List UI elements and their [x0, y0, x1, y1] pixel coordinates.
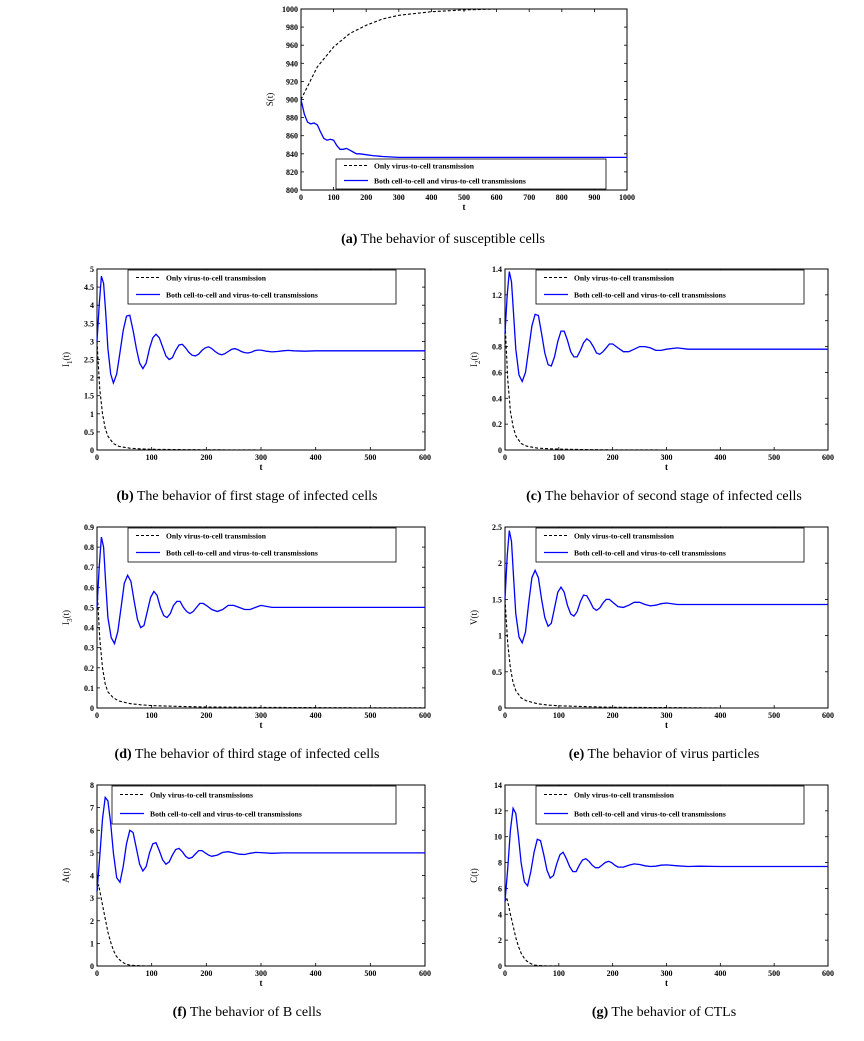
caption-g	[592, 1005, 736, 1020]
y-tick-label-g-3: 6	[498, 884, 502, 894]
x-axis-label-b: t	[259, 462, 263, 472]
x-tick-label-f-5: 500	[364, 969, 377, 978]
y-tick-label-b-1: 0.5	[84, 427, 94, 437]
y-tick-label-b-6: 3	[90, 337, 94, 347]
y-tick-label-b-7: 3.5	[84, 319, 94, 329]
y-tick-label-g-0: 0	[498, 962, 502, 971]
x-tick-label-b-6: 600	[419, 453, 431, 462]
x-tick-label-d-5: 500	[364, 711, 377, 720]
legend-label-f-1: Both cell-to-cell and virus-to-cell transmissions	[150, 809, 302, 819]
x-tick-label-a-0: 0	[299, 193, 303, 202]
caption-a	[341, 232, 545, 247]
x-tick-label-g-6: 600	[822, 969, 834, 978]
y-tick-label-d-5: 0.5	[84, 603, 94, 613]
x-tick-label-a-9: 900	[588, 193, 601, 202]
panel-e-virus-particles	[469, 523, 834, 730]
panel-f-b-cells	[61, 781, 431, 988]
x-tick-label-b-0: 0	[95, 453, 99, 462]
y-tick-label-f-7: 7	[90, 803, 94, 813]
y-tick-label-d-6: 0.6	[84, 583, 94, 593]
y-tick-label-g-5: 10	[494, 832, 502, 842]
x-tick-label-e-1: 100	[552, 711, 565, 720]
y-tick-label-f-1: 1	[90, 939, 94, 949]
legend-label-b-1: Both cell-to-cell and virus-to-cell transmissions	[166, 290, 318, 300]
y-tick-label-d-3: 0.3	[84, 643, 94, 653]
legend-label-a-1: Both cell-to-cell and virus-to-cell transmissions	[374, 176, 526, 186]
x-tick-label-g-1: 100	[552, 969, 565, 978]
y-tick-label-a-8: 960	[286, 41, 298, 51]
y-tick-label-f-8: 8	[90, 781, 94, 790]
caption-d-tag: (d)	[114, 747, 132, 762]
caption-g-tag: (g)	[591, 1005, 609, 1020]
x-tick-label-d-4: 400	[309, 711, 322, 720]
caption-c	[526, 489, 802, 504]
panel-g-ctls	[469, 781, 834, 988]
y-tick-label-g-2: 4	[498, 910, 502, 920]
y-tick-label-d-7: 0.7	[84, 563, 94, 573]
y-tick-label-g-4: 8	[498, 858, 502, 868]
caption-e	[569, 747, 760, 762]
caption-e-tag: (e)	[568, 747, 585, 762]
x-tick-label-d-3: 300	[255, 711, 267, 720]
legend-label-d-0: Only virus-to-cell transmission	[166, 531, 266, 541]
x-tick-label-d-6: 600	[419, 711, 431, 720]
x-axis-label-d: t	[259, 720, 263, 730]
x-tick-label-a-10: 1000	[619, 193, 635, 202]
y-tick-label-d-1: 0.1	[84, 683, 94, 693]
x-tick-label-e-4: 400	[714, 711, 727, 720]
caption-g-text: The behavior of CTLs	[608, 1005, 737, 1020]
y-axis-label-c: $I_2(t)$	[469, 352, 482, 367]
y-axis-label-a: S(t)	[265, 92, 275, 107]
legend-label-b-0: Only virus-to-cell transmission	[166, 273, 266, 283]
y-tick-label-a-6: 920	[286, 77, 298, 87]
x-tick-label-f-0: 0	[95, 969, 99, 978]
caption-c-text: The behavior of second stage of infected cells	[541, 489, 802, 504]
x-tick-label-d-1: 100	[145, 711, 158, 720]
x-tick-label-g-3: 300	[660, 969, 673, 978]
caption-c-tag: (c)	[526, 489, 542, 504]
panel-d-third-stage-infected	[61, 523, 431, 730]
x-axis-label-c: t	[665, 462, 668, 472]
x-tick-label-d-0: 0	[95, 711, 99, 720]
x-tick-label-f-4: 400	[309, 969, 322, 978]
caption-f-text: The behavior of B cells	[186, 1005, 322, 1020]
y-tick-label-f-4: 4	[90, 871, 94, 881]
x-tick-label-c-1: 100	[552, 453, 565, 462]
y-tick-label-e-5: 2.5	[492, 523, 502, 532]
legend-label-e-0: Only virus-to-cell transmission	[574, 531, 674, 541]
x-tick-label-a-4: 400	[425, 193, 438, 202]
y-tick-label-c-6: 1.2	[492, 290, 502, 300]
y-tick-label-a-4: 880	[286, 113, 298, 123]
panel-a-susceptible-cells	[265, 5, 635, 212]
x-tick-label-f-3: 300	[255, 969, 267, 978]
x-tick-label-c-6: 600	[822, 453, 834, 462]
y-tick-label-f-5: 5	[90, 848, 94, 858]
x-tick-label-c-0: 0	[503, 453, 507, 462]
caption-a-text: The behavior of susceptible cells	[357, 232, 545, 247]
x-axis-label-e: t	[665, 720, 668, 730]
caption-d	[115, 747, 380, 762]
x-tick-label-c-4: 400	[714, 453, 727, 462]
x-tick-label-c-2: 200	[606, 453, 619, 462]
x-tick-label-d-2: 200	[200, 711, 213, 720]
x-tick-label-g-2: 200	[606, 969, 619, 978]
y-tick-label-d-8: 0.8	[84, 543, 94, 553]
y-tick-label-a-9: 980	[286, 23, 298, 33]
legend-label-c-1: Both cell-to-cell and virus-to-cell transmissions	[574, 290, 726, 300]
x-tick-label-c-5: 500	[768, 453, 781, 462]
y-tick-label-g-1: 2	[498, 936, 502, 946]
x-tick-label-b-2: 200	[200, 453, 213, 462]
caption-b-text: The behavior of first stage of infected cells	[133, 489, 378, 504]
x-tick-label-a-5: 500	[458, 193, 470, 202]
legend-label-d-1: Both cell-to-cell and virus-to-cell transmissions	[166, 548, 318, 558]
legend-label-c-0: Only virus-to-cell transmission	[574, 273, 674, 283]
y-tick-label-g-6: 12	[494, 806, 502, 816]
caption-b-tag: (b)	[116, 489, 134, 504]
y-tick-label-a-0: 800	[286, 186, 298, 195]
panel-c-second-stage-infected	[469, 265, 834, 472]
y-axis-label-d: $I_3(t)$	[61, 610, 74, 625]
y-tick-label-e-2: 1	[498, 631, 502, 641]
y-tick-label-c-4: 0.8	[492, 342, 502, 352]
x-tick-label-g-4: 400	[714, 969, 727, 978]
y-tick-label-a-1: 820	[286, 167, 298, 177]
y-tick-label-e-1: 0.5	[492, 667, 502, 677]
y-tick-label-c-5: 1	[498, 316, 502, 326]
y-tick-label-a-2: 840	[286, 149, 298, 159]
y-tick-label-c-0: 0	[498, 446, 502, 455]
y-tick-label-f-0: 0	[90, 962, 94, 971]
x-tick-label-g-0: 0	[503, 969, 507, 978]
y-tick-label-f-2: 2	[90, 916, 94, 926]
legend-label-g-0: Only virus-to-cell transmission	[574, 790, 674, 800]
x-tick-label-b-4: 400	[309, 453, 322, 462]
y-tick-label-b-5: 2.5	[84, 355, 94, 365]
x-tick-label-a-7: 700	[523, 193, 536, 202]
y-tick-label-f-3: 3	[90, 894, 94, 904]
y-tick-label-c-2: 0.4	[492, 394, 502, 404]
y-tick-label-c-7: 1.4	[492, 265, 502, 274]
x-tick-label-e-6: 600	[822, 711, 834, 720]
panel-b-first-stage-infected	[61, 265, 431, 472]
y-axis-label-e: V(t)	[469, 610, 479, 625]
x-tick-label-e-0: 0	[503, 711, 507, 720]
y-tick-label-b-2: 1	[90, 409, 94, 419]
y-tick-label-a-10: 1000	[282, 5, 298, 14]
y-tick-label-b-4: 2	[90, 373, 94, 383]
caption-f-tag: (f)	[172, 1005, 187, 1020]
x-axis-label-f: t	[259, 978, 263, 988]
y-tick-label-c-3: 0.6	[492, 368, 502, 378]
caption-d-text: The behavior of third stage of infected cells	[131, 747, 380, 762]
y-axis-label-b: $I_1(t)$	[61, 352, 74, 367]
x-tick-label-f-6: 600	[419, 969, 431, 978]
x-tick-label-e-3: 300	[660, 711, 673, 720]
x-tick-label-a-3: 300	[392, 193, 405, 202]
x-tick-label-e-2: 200	[606, 711, 619, 720]
x-axis-label-g: t	[665, 978, 668, 988]
y-tick-label-d-0: 0	[90, 704, 94, 713]
y-axis-label-f: A(t)	[61, 868, 71, 883]
y-tick-label-b-8: 4	[90, 301, 94, 311]
x-tick-label-b-1: 100	[145, 453, 158, 462]
y-axis-label-g: C(t)	[469, 868, 479, 883]
x-tick-label-a-2: 200	[360, 193, 373, 202]
y-tick-label-g-7: 14	[494, 781, 502, 790]
x-tick-label-b-3: 300	[255, 453, 267, 462]
y-tick-label-a-5: 900	[286, 95, 298, 105]
legend-label-f-0: Only virus-to-cell transmissions	[150, 790, 253, 800]
y-tick-label-c-1: 0.2	[492, 420, 502, 430]
y-tick-label-f-6: 6	[90, 826, 94, 836]
x-tick-label-a-8: 800	[555, 193, 568, 202]
x-tick-label-f-2: 200	[200, 969, 213, 978]
caption-b	[117, 489, 378, 504]
x-axis-label-a: t	[462, 202, 466, 212]
x-tick-label-a-6: 600	[490, 193, 503, 202]
caption-f	[173, 1005, 322, 1020]
y-tick-label-a-7: 940	[286, 59, 298, 69]
y-tick-label-a-3: 860	[286, 131, 298, 141]
caption-e-text: The behavior of virus particles	[584, 747, 760, 762]
y-tick-label-e-4: 2	[498, 559, 502, 569]
x-tick-label-g-5: 500	[768, 969, 781, 978]
x-tick-label-e-5: 500	[768, 711, 781, 720]
x-tick-label-a-1: 100	[327, 193, 340, 202]
y-tick-label-b-3: 1.5	[84, 391, 94, 401]
x-tick-label-b-5: 500	[364, 453, 377, 462]
y-tick-label-b-9: 4.5	[84, 283, 94, 293]
y-tick-label-e-0: 0	[498, 704, 502, 713]
x-tick-label-f-1: 100	[145, 969, 158, 978]
y-tick-label-d-2: 0.2	[84, 663, 94, 673]
legend-label-e-1: Both cell-to-cell and virus-to-cell transmissions	[574, 548, 726, 558]
caption-a-tag: (a)	[341, 232, 358, 247]
legend-label-a-0: Only virus-to-cell transmission	[374, 161, 474, 171]
y-tick-label-d-4: 0.4	[84, 623, 94, 633]
legend-label-g-1: Both cell-to-cell and virus-to-cell transmissions	[574, 809, 726, 819]
y-tick-label-d-9: 0.9	[84, 523, 94, 532]
y-tick-label-b-0: 0	[90, 446, 94, 455]
y-tick-label-b-10: 5	[90, 265, 94, 274]
x-tick-label-c-3: 300	[660, 453, 673, 462]
y-tick-label-e-3: 1.5	[492, 595, 502, 605]
